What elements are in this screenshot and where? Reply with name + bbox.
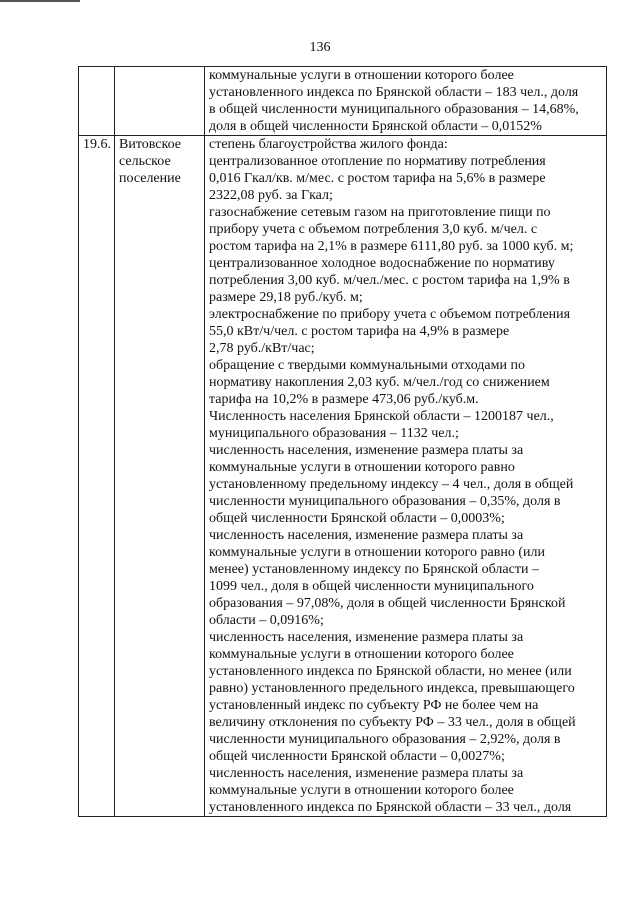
- tariff-table: [78, 66, 607, 817]
- table-row: [79, 67, 607, 136]
- description-line: централизованное отопление по нормативу потребления: [209, 154, 546, 169]
- description-line: области – 0,0916%;: [209, 613, 324, 628]
- description-line: степень благоустройства жилого фонда:: [209, 137, 448, 152]
- description-line: коммунальные услуги в отношении которого равно (или: [209, 545, 545, 560]
- description-line: коммунальные услуги в отношении которого равно: [209, 460, 515, 475]
- settlement-cell: [115, 136, 205, 817]
- description-line: численность населения, изменение размера платы за: [209, 630, 524, 645]
- description-line: установленный индекс по субъекту РФ не более чем на: [209, 698, 539, 713]
- description-line: 1099 чел., доля в общей численности муниципального: [209, 579, 534, 594]
- page-number: 136: [309, 40, 331, 55]
- description-line: прибору учета с объемом потребления 3,0 куб. м/чел. с: [209, 222, 538, 237]
- settlement-cell: [115, 67, 205, 136]
- table-row: [79, 136, 607, 817]
- description-line: электроснабжение по прибору учета с объемом потребления: [209, 307, 571, 322]
- settlement-name-line: Витовское: [119, 137, 181, 152]
- description-line: размере 29,18 руб./куб. м;: [209, 290, 363, 305]
- description-line: ростом тарифа на 2,1% в размере 6111,80 руб. за 1000 куб. м;: [209, 239, 574, 254]
- row-number-cell: 19.6.: [79, 136, 115, 817]
- description-line: численности муниципального образования – 2,92%, доля в: [209, 732, 561, 747]
- description-line: централизованное холодное водоснабжение по нормативу: [209, 256, 555, 271]
- description-line: численность населения, изменение размера платы за: [209, 528, 524, 543]
- description-line: доля в общей численности Брянской области – 0,0152%: [209, 119, 542, 134]
- description-cell: [205, 136, 607, 817]
- settlement-name-line: сельское: [119, 154, 171, 169]
- description-line: потребления 3,00 куб. м/чел./мес. с ростом тарифа на 1,9% в: [209, 273, 570, 288]
- description-line: величину отклонения по субъекту РФ – 33 чел., доля в общей: [209, 715, 576, 730]
- description-line: 0,016 Гкал/кв. м/мес. с ростом тарифа на 5,6% в размере: [209, 171, 546, 186]
- description-line: Численность населения Брянской области – 1200187 чел.,: [209, 409, 554, 424]
- description-line: установленного индекса по Брянской области, но менее (или: [209, 664, 572, 679]
- description-line: установленного индекса по Брянской области – 183 чел., доля: [209, 85, 579, 100]
- description-line: газоснабжение сетевым газом на приготовление пищи по: [209, 205, 551, 220]
- description-line: коммунальные услуги в отношении которого более: [209, 783, 514, 798]
- description-line: установленному предельному индексу – 4 чел., доля в общей: [209, 477, 574, 492]
- description-line: 55,0 кВт/ч/чел. с ростом тарифа на 4,9% в размере: [209, 324, 510, 339]
- description-line: численность населения, изменение размера платы за: [209, 766, 524, 781]
- table-body: [79, 67, 607, 817]
- row-number-cell: [79, 67, 115, 136]
- description-line: тарифа на 10,2% в размере 473,06 руб./куб.м.: [209, 392, 479, 407]
- description-line: обращение с твердыми коммунальными отходами по: [209, 358, 525, 373]
- top-edge-line: [0, 0, 80, 2]
- description-line: установленного индекса по Брянской области – 33 чел., доля: [209, 800, 572, 815]
- description-line: нормативу накопления 2,03 куб. м/чел./год со снижением: [209, 375, 550, 390]
- description-line: коммунальные услуги в отношении которого более: [209, 647, 514, 662]
- description-line: общей численности Брянской области – 0,0027%;: [209, 749, 505, 764]
- description-line: численность населения, изменение размера платы за: [209, 443, 524, 458]
- description-line: коммунальные услуги в отношении которого более: [209, 68, 514, 83]
- description-line: общей численности Брянской области – 0,0003%;: [209, 511, 505, 526]
- description-line: 2322,08 руб. за Гкал;: [209, 188, 333, 203]
- description-line: равно) установленного предельного индекса, превышающего: [209, 681, 575, 696]
- description-line: 2,78 руб./кВт/час;: [209, 341, 315, 356]
- description-line: образования – 97,08%, доля в общей численности Брянской: [209, 596, 566, 611]
- description-line: численности муниципального образования – 0,35%, доля в: [209, 494, 561, 509]
- description-cell: [205, 67, 607, 136]
- description-line: муниципального образования – 1132 чел.;: [209, 426, 459, 441]
- description-line: менее) установленному индексу по Брянской области –: [209, 562, 539, 577]
- settlement-name-line: поселение: [119, 171, 181, 186]
- description-line: в общей численности муниципального образования – 14,68%,: [209, 102, 579, 117]
